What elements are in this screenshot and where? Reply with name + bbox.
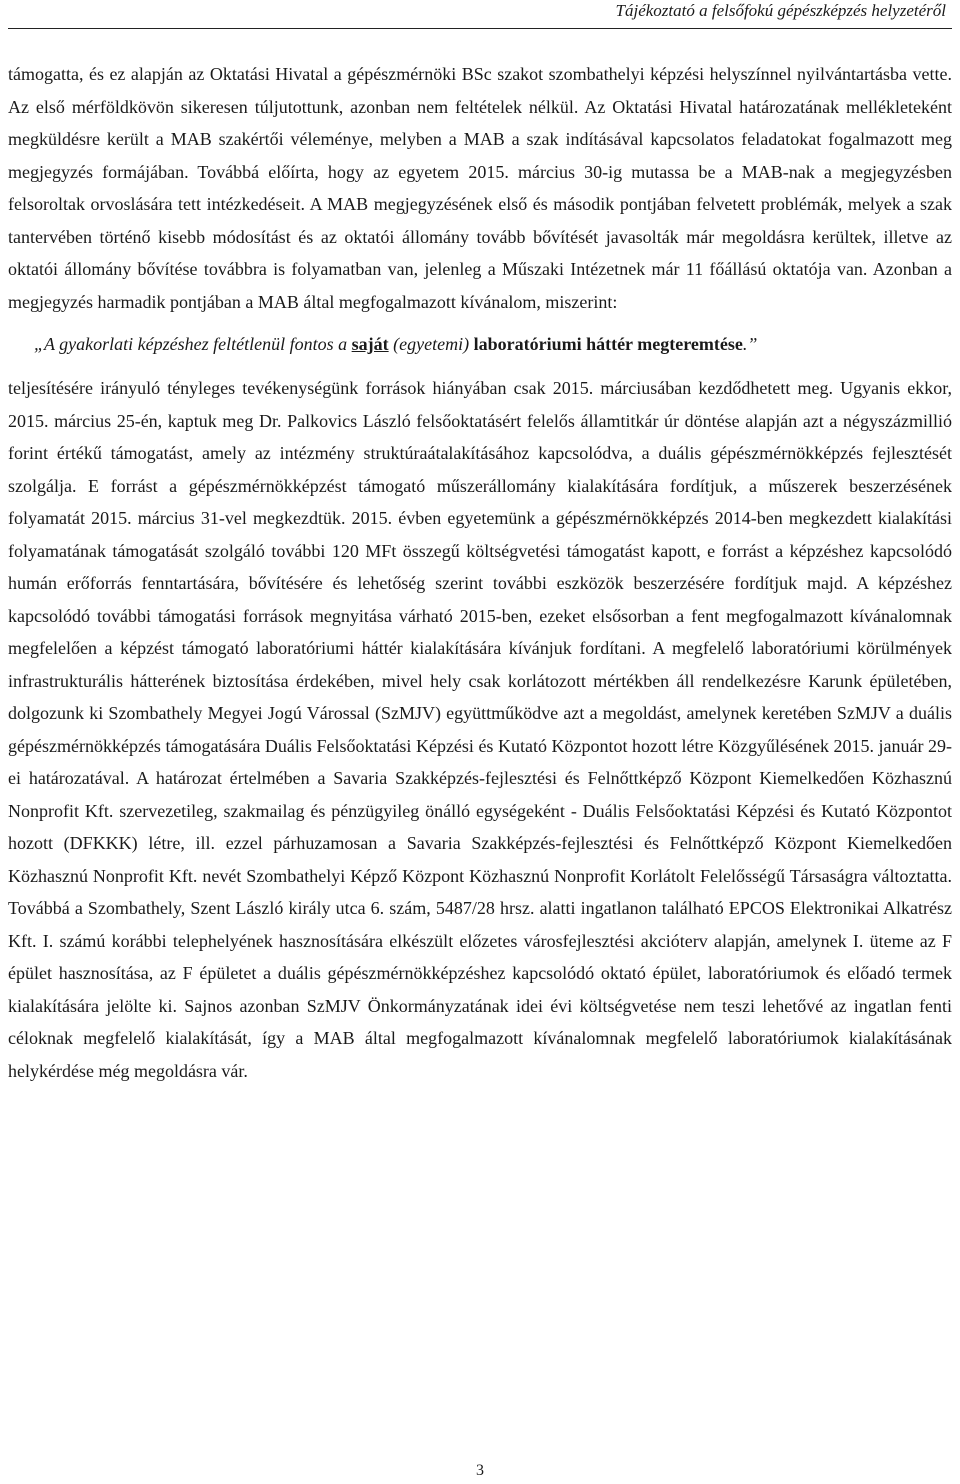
quote-emphasis-own: saját [351, 334, 389, 354]
quote-text-middle: (egyetemi) [388, 334, 474, 354]
running-header: Tájékoztató a felsőfokú gépészképzés helyzetéről [615, 1, 946, 20]
quote-text-end: .” [742, 334, 758, 354]
body-paragraph-1: támogatta, és ez alapján az Oktatási Hivatal a gépészmérnöki BSc szakot szombathelyi képzési helyszínnel nyilvántartásba vette. Az első mérföldkövön sikeresen túljutottunk, azonban nem feltételek nélkül. Az Oktatási Hivatal határozatának mellékleteként megküldésre került a MAB szakértői véleménye, melyben a MAB a szak indításával kapcsolatos feladatokat fogalmazott meg megjegyzés formájában. Továbbá előírta, hogy az egyetem 2015. március 30-ig mutassa be a MAB-nak a megjegyzésben felsoroltak orvoslására tett intézkedéseit. A MAB megjegyzésének első és második pontjában felvetett problémák, melyek a szak tantervében történő kisebb módosítást és az oktatói állomány tovább bővítését javasolták már megoldásra kerültek, illetve az oktatói állomány bővítése továbbra is folyamatban van, jelenleg a Műszaki Intézetnek már 11 főállású oktatója van. Azonban a megjegyzés harmadik pontjában a MAB által megfogalmazott kívánalom, miszerint: [8, 64, 952, 312]
page-number: 3 [476, 1462, 484, 1479]
mab-requirement-quote [34, 328, 952, 360]
header-divider [8, 28, 952, 29]
quote-text-start: „A gyakorlati képzéshez feltétlenül fontos a [34, 334, 352, 354]
body-paragraph-2: teljesítésére irányuló tényleges tevékenységünk források hiányában csak 2015. márciusában kezdődhetett meg. Ugyanis ekkor, 2015. március 25-én, kaptuk meg Dr. Palkovics László felsőoktatásért felelős államtitkár úr döntése alapján azt a négyszázmillió forint értékű támogatást, amely az intézmény struktúraátalakításához kapcsolódva, a duális gépészmérnökképzés fejlesztését szolgálja. E forrást a gépészmérnökképzést támogató műszerállomány kialakítására fordítjuk, a műszerek beszerzésének folyamatát 2015. március 31-vel megkezdtük. 2015. évben egyetemünk a gépészmérnökképzés 2014-ben megkezdett kialakítási folyamatának támogatását szolgáló további 120 MFt összegű költségvetési támogatást kapott, e forrást a képzéshez kapcsolódó humán erőforrás fenntartására, bővítésére és lehetőség szerint további eszközök beszerzésére fordítjuk majd. A képzéshez kapcsolódó további támogatási források megnyitása várható 2015-ben, ezeket elsősorban a fent megfogalmazott kívánalomnak megfelelően a képzést támogató laboratóriumi háttér kialakítására kívánjuk fordítani. A megfelelő laboratóriumi körülmények infrastrukturális hátterének biztosítása érdekében, mivel hely csak korlátozott mértékben áll rendelkezésre Karunk épületében, dolgozunk ki Szombathely Megyei Jogú Várossal (SzMJV) együttműködve azt a megoldást, amelynek keretében SzMJV a duális gépészmérnökképzés támogatására Duális Felsőoktatási Képzési és Kutató Központot hozott létre Közgyűlésének 2015. január 29-ei határozatával. A határozat értelmében a Savaria Szakképzés-fejlesztési és Felnőttképző Központ Kiemelkedően Közhasznú Nonprofit Kft. szervezetileg, szakmailag és pénzügyileg önálló egységeként - Duális Felsőoktatási Képzési és Kutató Központot hozott (DFKKK) létre, ill. ezzel párhuzamosan a Savaria Szakképzés-fejlesztési és Felnőttképző Központ Kiemelkedően Közhasznú Nonprofit Kft. nevét Szombathelyi Képző Központ Közhasznú Nonprofit Korlátolt Felelősségű Társaságra változtatta. Továbbá a Szombathely, Szent László király utca 6. szám, 5487/28 hrsz. alatti ingatlanon található EPCOS Elektronikai Alkatrész Kft. I. számú korábbi telephelyének hasznosítására elkészült előzetes városfejlesztési akcióterv alapján, amelynek I. üteme az F épület hasznosítása, az F épületet a duális gépészmérnökképzéshez kapcsolódó oktató épület, laboratóriumok és előadó termek kialakítására jelölte ki. Sajnos azonban SzMJV Önkormányzatának idei évi költségvetése nem teszi lehetővé az ingatlan fenti céloknak megfelelő kialakítását, így a MAB által megfogalmazott kívánalomnak megfelelő laboratóriumok kialakításának helykérdése még megoldásra vár. [8, 378, 952, 1081]
document-body [8, 58, 952, 1087]
quote-emphasis-lab: laboratóriumi háttér megteremtése [473, 334, 743, 354]
